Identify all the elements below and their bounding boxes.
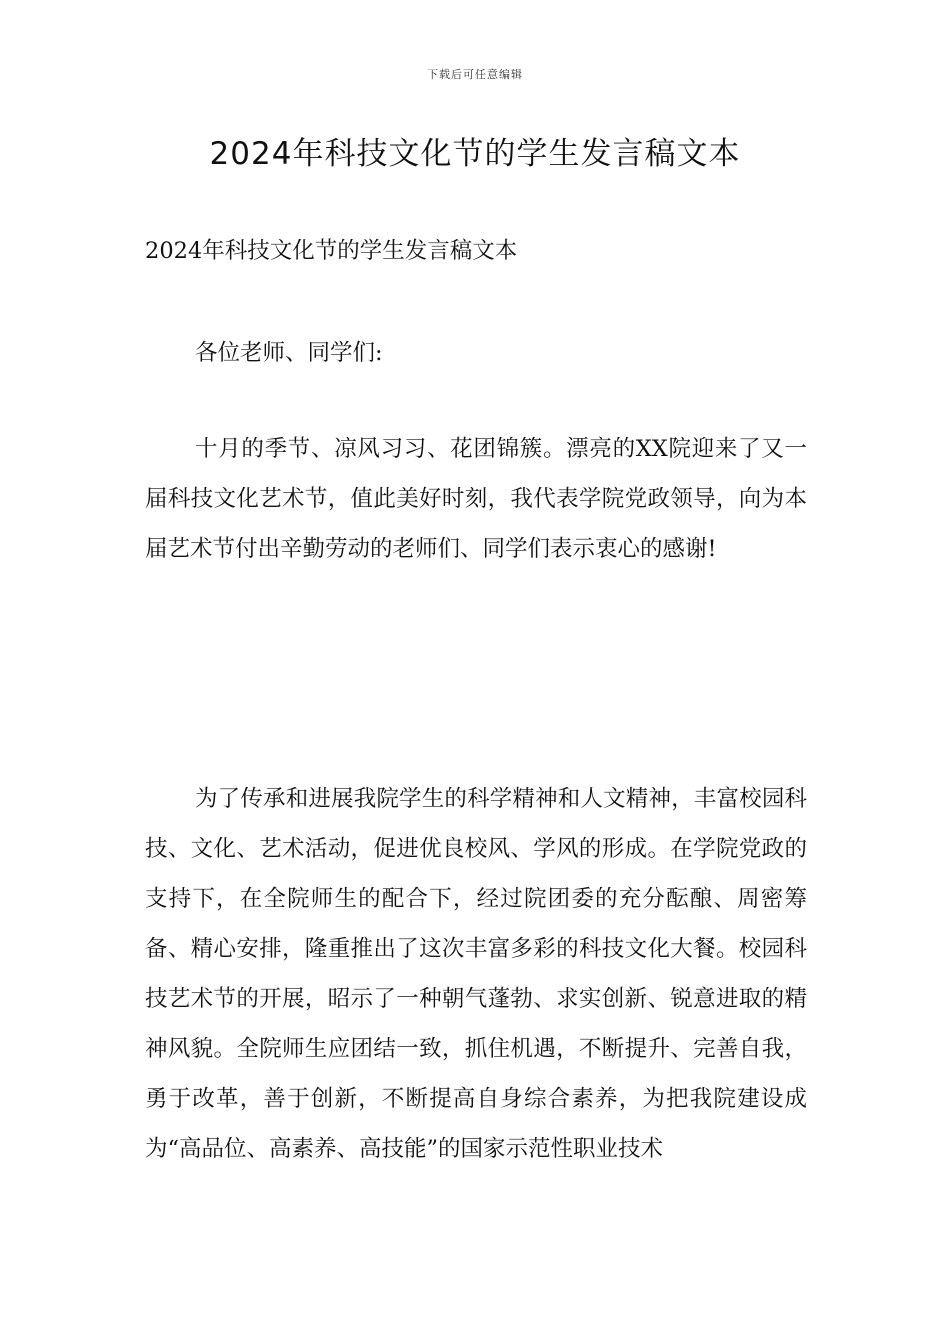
document-subtitle: 2024年科技文化节的学生发言稿文本 [145,238,518,264]
paragraph-2: 为了传承和进展我院学生的科学精神和人文精神，丰富校园科技、文化、艺术活动，促进优良校风、学风的形成。在学院党政的支持下，在全院师生的配合下，经过院团委的充分酝酿、周密筹备、精心安排，隆重推出了这次丰富多彩的科技文化大餐。校园科技艺术节的开展，昭示了一种朝气蓬勃、求实创新、锐意进取的精神风貌。全院师生应团结一致，抓住机遇，不断提升、完善自我，勇于改革，善于创新，不断提高自身综合素养，为把我院建设成为“高品位、高素养、高技能”的国家示范性职业技术 [145,786,807,1162]
greeting: 各位老师、同学们: [195,340,383,366]
paragraph-1: 十月的季节、凉风习习、花团锦簇。漂亮的XX院迎来了又一届科技文化艺术节，值此美好时刻，我代表学院党政领导，向为本届艺术节付出辛勤劳动的老师们、同学们表示衷心的感谢! [145,436,807,562]
header-note: 下载后可任意编辑 [427,68,523,81]
document-title: 2024年科技文化节的学生发言稿文本 [209,136,741,172]
